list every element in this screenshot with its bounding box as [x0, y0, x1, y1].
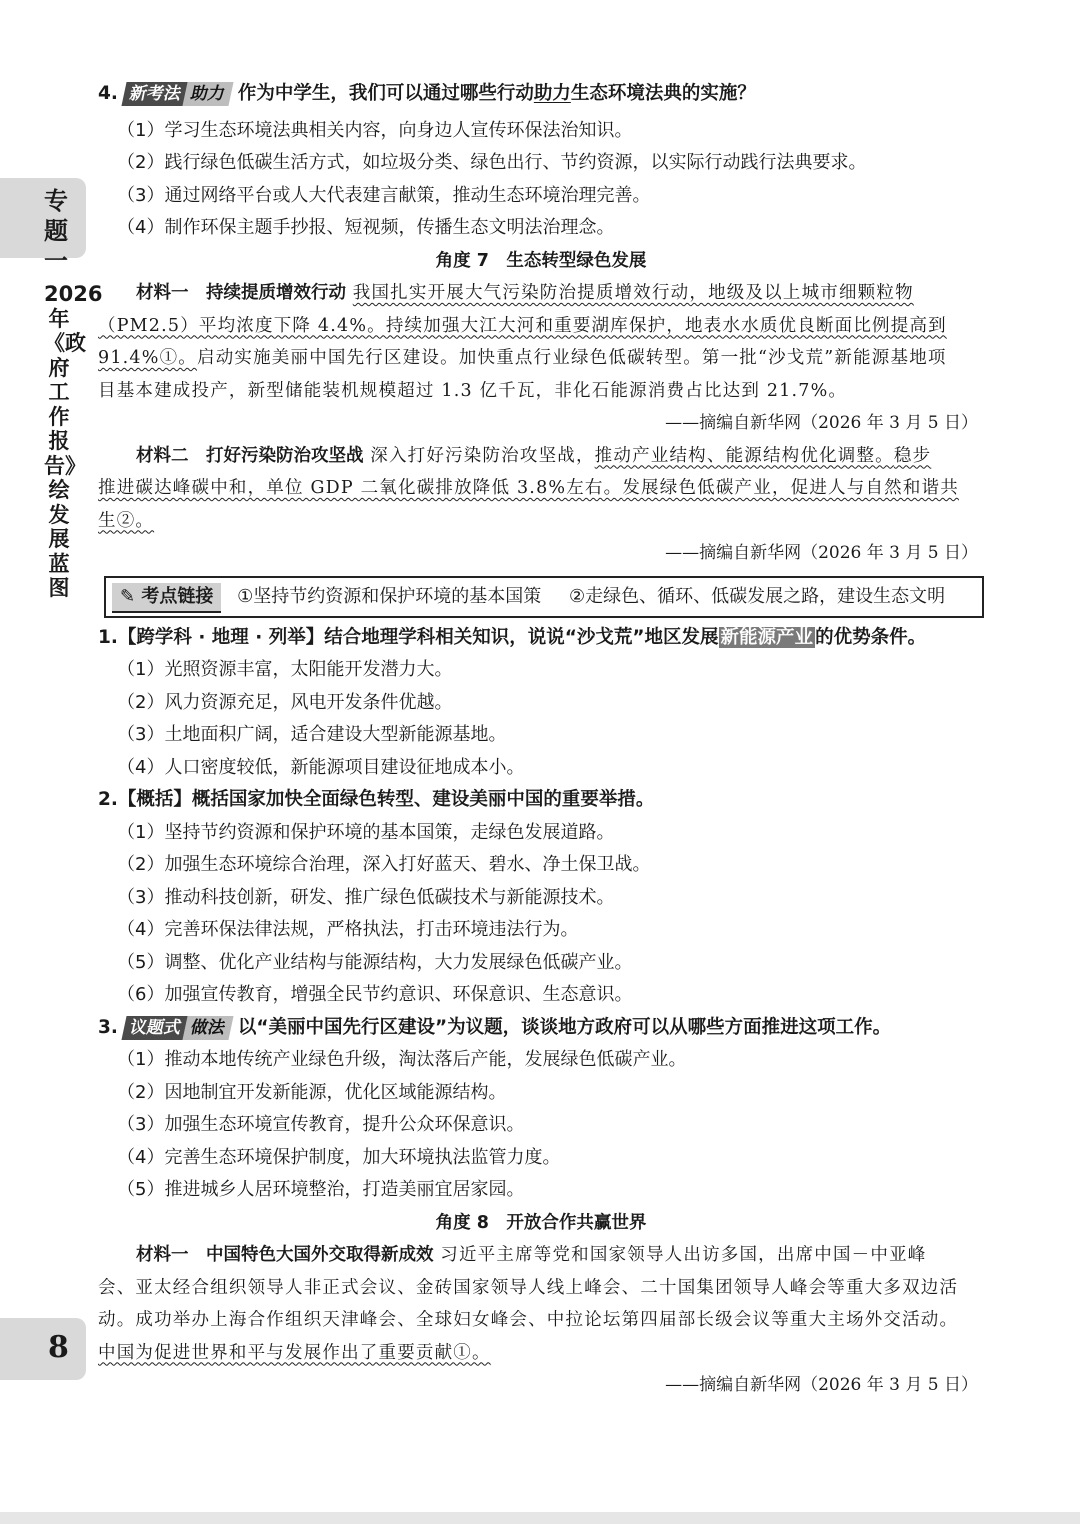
- answer: （2）因地制宜开发新能源，优化区域能源结构。: [117, 1081, 507, 1103]
- page-number: 8: [48, 1330, 69, 1365]
- exam-point-link-box: ✎ 考点链接 ①坚持节约资源和保护环境的基本国策 ②走绿色、循环、低碳发展之路，建设生态文明: [104, 576, 984, 618]
- question-3: 3. 议题式 做法 以“美丽中国先行区建设”为议题，谈谈地方政府可以从哪些方面推进这项工作。: [98, 1016, 892, 1038]
- bottom-edge: [0, 1512, 1080, 1524]
- book-title: 2026年《政府工作报告》绘发展蓝图: [44, 282, 103, 600]
- answer: （4）人口密度较低，新能源项目建设征地成本小。: [117, 756, 525, 778]
- answer: （1）学习生态环境法典相关内容，向身边人宣传环保法治知识。: [117, 119, 633, 141]
- source-citation: ——摘编自新华网（2026 年 3 月 5 日）: [665, 543, 978, 563]
- answer: （1）推动本地传统产业绿色升级，淘汰落后产能，发展绿色低碳产业。: [117, 1049, 687, 1070]
- tag-help: 助力: [183, 82, 234, 106]
- source-citation: ——摘编自新华网（2026 年 3 月 5 日）: [665, 413, 978, 433]
- tag-topic-style: 议题式: [122, 1016, 190, 1040]
- chapter-tab: [0, 178, 86, 275]
- answer: （4）完善环保法律法规，严格执法，打击环境违法行为。: [117, 919, 579, 940]
- answer: （4）制作环保主题手抄报、短视频，传播生态文明法治理念。: [117, 217, 615, 238]
- answer: （2）践行绿色低碳生活方式，如垃圾分类、绿色出行、节约资源，以实际行动践行法典要求。: [117, 152, 867, 173]
- exam-point-link-label: ✎ 考点链接: [112, 583, 221, 613]
- answer: （3）土地面积广阔，适合建设大型新能源基地。: [117, 724, 507, 745]
- page-number-box: [0, 1318, 86, 1380]
- source-citation: ——摘编自新华网（2026 年 3 月 5 日）: [665, 1375, 978, 1395]
- answer: （3）通过网络平台或人大代表建言献策，推动生态环境治理完善。: [117, 184, 651, 206]
- answer: （2）风力资源充足，风电开发条件优越。: [117, 691, 453, 713]
- chapter-tab-label: 专题一: [44, 187, 68, 275]
- answer: （5）推进城乡人居环境整治，打造美丽宜居家园。: [117, 1179, 525, 1200]
- pencil-icon: ✎: [120, 585, 136, 607]
- answer: （6）加强宣传教育，增强全民节约意识、环保意识、生态意识。: [117, 984, 633, 1005]
- material-1-diplomacy: 材料一 中国特色大国外交取得新成效 习近平主席等党和国家领导人出访多国，出席中国－中亚峰: [136, 1245, 927, 1265]
- section-title-angle-8: 角度 8 开放合作共赢世界: [435, 1212, 647, 1233]
- answer: （5）调整、优化产业结构与能源结构，大力发展绿色低碳产业。: [117, 951, 633, 973]
- answer: （4）完善生态环境保护制度，加大环境执法监管力度。: [117, 1146, 561, 1168]
- question-1: 1.【跨学科 · 地理 · 列举】结合地理学科相关知识，说说“沙戈荒”地区发展 新能源产业 的优势条件。: [98, 626, 927, 648]
- tag-new-method: 新考法: [122, 82, 190, 106]
- answer: （2）加强生态环境综合治理，深入打好蓝天、碧水、净土保卫战。: [117, 854, 651, 875]
- question-2: 2.【概括】概括国家加快全面绿色转型、建设美丽中国的重要举措。: [98, 789, 655, 810]
- page-content: 4. 新考法 助力 作为中学生，我们可以通过哪些行动助力生态环境法典的实施？ （1）学习生态环境法典相关内容，向身边人宣传环保法治知识。 （2）践行绿色低碳生活方式，如垃圾分类、绿色出行、节约资源，以实际行动践行法典要求。 （3）通过网络平台或人大代表建言献策，推动生态环境治理完善。 （4）制作环保主题手抄报、短视频，传播生态文明法治理念。 角度 7 生态转型绿色发展 材料一 持续提质增效行动 我国扎实开展大气污染防治提质增效行动，地级及以上城市细颗粒物 （PM2.5）平均浓度下降 4.4%。持续加强大江大河和重要湖库保护，地表水水质优良断面比例提高到 91.4%①。启动实施美丽中国先行区建设。加快重点行业绿色低碳转型。第一批“沙戈荒”新能源基地项 目基本建成投产，新型储能装机规模超过 1.3 亿千瓦，非化石能源消费占比达到 21.7%。 ——摘编自新华网（2026 年 3 月 5 日） 材料二 打好污染防治攻坚战 深入打好污染防治攻坚战，推动产业结构、能源结构优化调整。稳步 推进碳达峰碳中和，单位 GDP 二氧化碳排放降低 3.8%左右。发展绿色低碳产业，促进人与自然和谐共 生②。 ——摘编自新华网（2026 年 3 月 5 日） ✎ 考点链接 ①坚持节约资源和保护环境的基本国策 ②走绿色、循环、低碳发展之路，建设生态文明 1.【跨学科 · 地理 · 列举】结合地理学科相关知识，说说“沙戈荒”地区发展 新能源产业 的优势条件。 （1）光照资源丰富，太阳能开发潜力大。 （2）风力资源充足，风电开发条件优越。 （3）土地面积广阔，适合建设大型新能源基地。 （4）人口密度较低，新能源项目建设征地成本小。 2.【概括】概括国家加快全面绿色转型、建设美丽中国的重要举措。 （1）坚持节约资源和保护环境的基本国策，走绿色发展道路。 （2）加强生态环境综合治理，深入打好蓝天、碧水、净土保卫战。 （3）推动科技创新，研发、推广绿色低碳技术与新能源技术。 （4）完善环保法律法规，严格执法，打击环境违法行为。 （5）调整、优化产业结构与能源结构，大力发展绿色低碳产业。 （6）加强宣传教育，增强全民节约意识、环保意识、生态意识。 3. 议题式 做法 以“美丽中国先行区建设”为议题，谈谈地方政府可以从哪些方面推进这项工作。 （1）推动本地传统产业绿色升级，淘汰落后产能，发展绿色低碳产业。 （2）因地制宜开发新能源，优化区域能源结构。 （3）加强生态环境宣传教育，提升公众环保意识。 （4）完善生态环境保护制度，加大环境执法监管力度。 （5）推进城乡人居环境整治，打造美丽宜居家园。 角度 8 开放合作共赢世界 材料一 中国特色大国外交取得新成效 习近平主席等党和国家领导人出访多国，出席中国－中亚峰 会、亚太经合组织领导人非正式会议、金砖国家领导人线上峰会、二十国集团领导人峰会等重大多双边活 动。成功举办上海合作组织天津峰会、全球妇女峰会、中拉论坛第四届部长级会议等重大主场外交活动。 中国为促进世界和平与发展作出了重要贡献①。 ——摘编自新华网（2026 年 3 月 5 日）: [98, 78, 984, 1402]
- tag-method: 做法: [183, 1016, 234, 1040]
- question-4: 4. 新考法 助力 作为中学生，我们可以通过哪些行动助力生态环境法典的实施？: [98, 83, 756, 104]
- material-1: 材料一 持续提质增效行动 我国扎实开展大气污染防治提质增效行动，地级及以上城市细颗粒物: [136, 283, 914, 303]
- material-2: 材料二 打好污染防治攻坚战 深入打好污染防治攻坚战，推动产业结构、能源结构优化调整。稳步: [136, 445, 932, 466]
- answer: （1）坚持节约资源和保护环境的基本国策，走绿色发展道路。: [117, 821, 615, 843]
- answer: （1）光照资源丰富，太阳能开发潜力大。: [117, 659, 453, 680]
- answer: （3）加强生态环境宣传教育，提升公众环保意识。: [117, 1114, 525, 1135]
- answer: （3）推动科技创新，研发、推广绿色低碳技术与新能源技术。: [117, 886, 615, 908]
- section-title-angle-7: 角度 7 生态转型绿色发展: [435, 250, 647, 271]
